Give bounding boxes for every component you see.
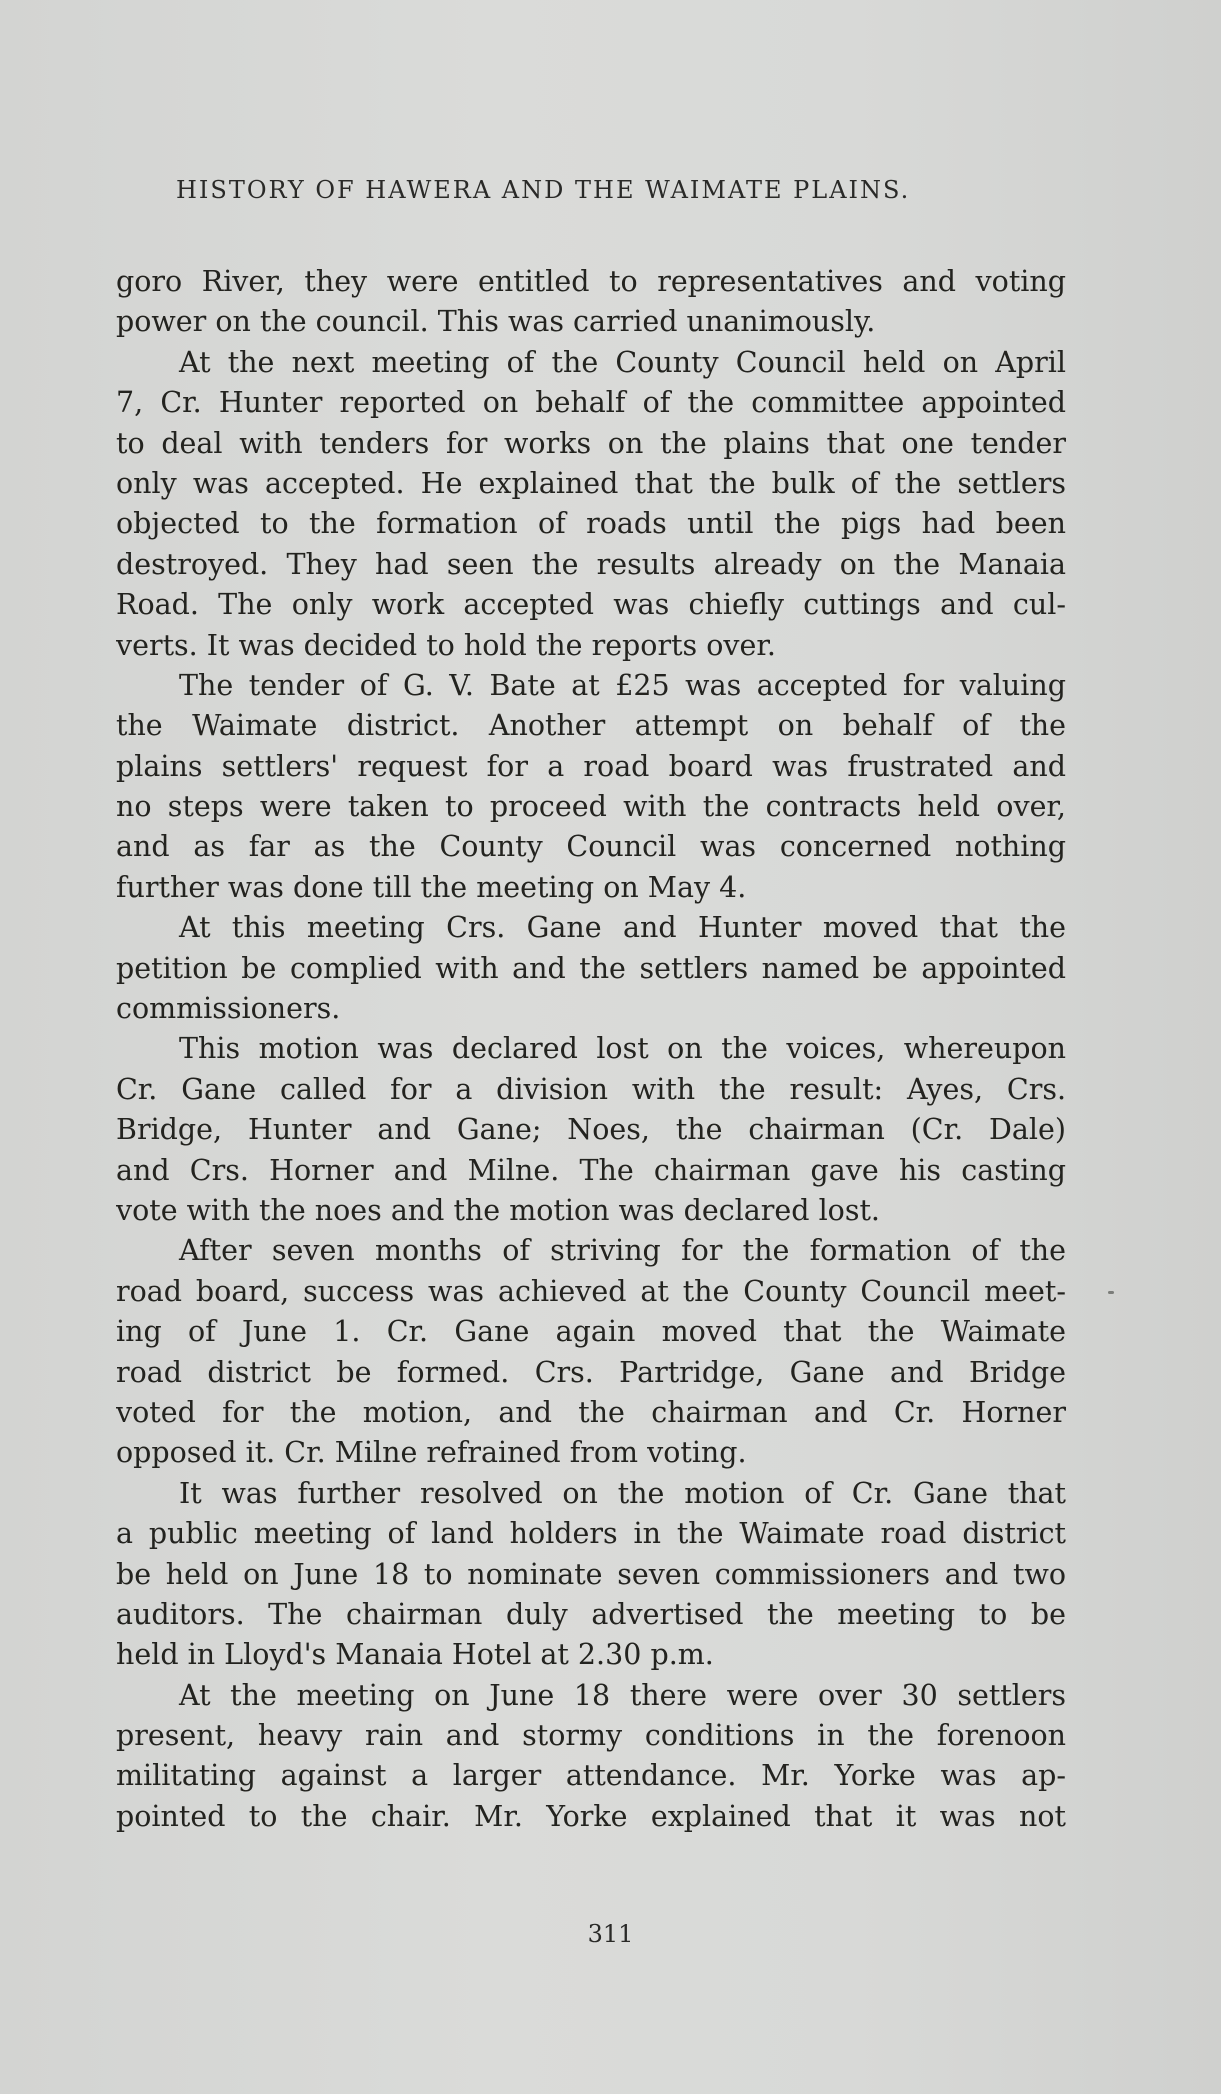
text-line: a public meeting of land holders in the Waimate road district: [116, 1517, 1066, 1551]
page-number: 311: [587, 1920, 634, 1948]
paragraph-first-line: The tender of G. V. Bate at £25 was accepted for valuing: [179, 668, 1066, 702]
text-line: to deal with tenders for works on the plains that one tender: [116, 426, 1066, 460]
text-line: verts. It was decided to hold the reports over.: [116, 628, 776, 662]
text-line: Road. The only work accepted was chiefly cuttings and cul-: [116, 588, 1066, 622]
text-line: only was accepted. He explained that the bulk of the settlers: [116, 466, 1066, 500]
text-line: power on the council. This was carried unanimously.: [116, 305, 876, 339]
text-line: Bridge, Hunter and Gane; Noes, the chairman (Cr. Dale): [116, 1113, 1066, 1147]
text-line: held in Lloyd's Manaia Hotel at 2.30 p.m.: [116, 1638, 714, 1672]
paragraph-first-line: It was further resolved on the motion of Cr. Gane that: [179, 1476, 1066, 1510]
paragraph-first-line: At the next meeting of the County Council held on April: [179, 345, 1066, 379]
text-line: no steps were taken to proceed with the contracts held over,: [116, 790, 1066, 824]
text-line: road board, success was achieved at the County Council meet-: [116, 1274, 1066, 1308]
text-line: voted for the motion, and the chairman and Cr. Horner: [116, 1395, 1066, 1429]
text-line: ing of June 1. Cr. Gane again moved that the Waimate: [116, 1315, 1066, 1349]
paragraph-first-line: This motion was declared lost on the voices, whereupon: [179, 1032, 1066, 1066]
text-line: auditors. The chairman duly advertised the meeting to be: [116, 1597, 1066, 1631]
text-line: pointed to the chair. Mr. Yorke explained that it was not: [116, 1799, 1066, 1833]
text-line: objected to the formation of roads until the pigs had been: [116, 507, 1066, 541]
text-line: road district be formed. Crs. Partridge, Gane and Bridge: [116, 1355, 1066, 1389]
text-line: plains settlers' request for a road board was frustrated and: [116, 749, 1066, 783]
text-line: goro River, they were entitled to representatives and voting: [116, 265, 1066, 298]
text-line: 7, Cr. Hunter reported on behalf of the committee appointed: [116, 386, 1066, 420]
text-line: and as far as the County Council was concerned nothing: [116, 830, 1066, 864]
text-line: militating against a larger attendance. Mr. Yorke was ap-: [116, 1759, 1066, 1793]
text-line: petition be complied with and the settlers named be appointed: [116, 951, 1066, 985]
text-line: opposed it. Cr. Milne refrained from voting.: [116, 1436, 747, 1470]
text-line: commissioners.: [116, 992, 341, 1026]
text-line: further was done till the meeting on May 4.: [116, 870, 747, 904]
paragraph-first-line: At the meeting on June 18 there were over 30 settlers: [179, 1678, 1066, 1712]
text-line: vote with the noes and the motion was declared lost.: [116, 1193, 880, 1227]
paper-speck: [1108, 1291, 1114, 1294]
body-text: [116, 262, 1066, 1837]
text-line: and Crs. Horner and Milne. The chairman gave his casting: [116, 1153, 1066, 1187]
text-line: the Waimate district. Another attempt on behalf of the: [116, 709, 1066, 743]
text-line: present, heavy rain and stormy conditions in the forenoon: [116, 1719, 1066, 1753]
text-line: be held on June 18 to nominate seven commissioners and two: [116, 1557, 1066, 1591]
text-line: Cr. Gane called for a division with the result: Ayes, Crs.: [116, 1072, 1066, 1106]
text-line: destroyed. They had seen the results already on the Manaia: [116, 547, 1066, 581]
paragraph-first-line: At this meeting Crs. Gane and Hunter moved that the: [179, 911, 1066, 945]
paragraph-first-line: After seven months of striving for the formation of the: [179, 1234, 1066, 1268]
running-head: HISTORY OF HAWERA AND THE WAIMATE PLAINS.: [176, 176, 911, 204]
